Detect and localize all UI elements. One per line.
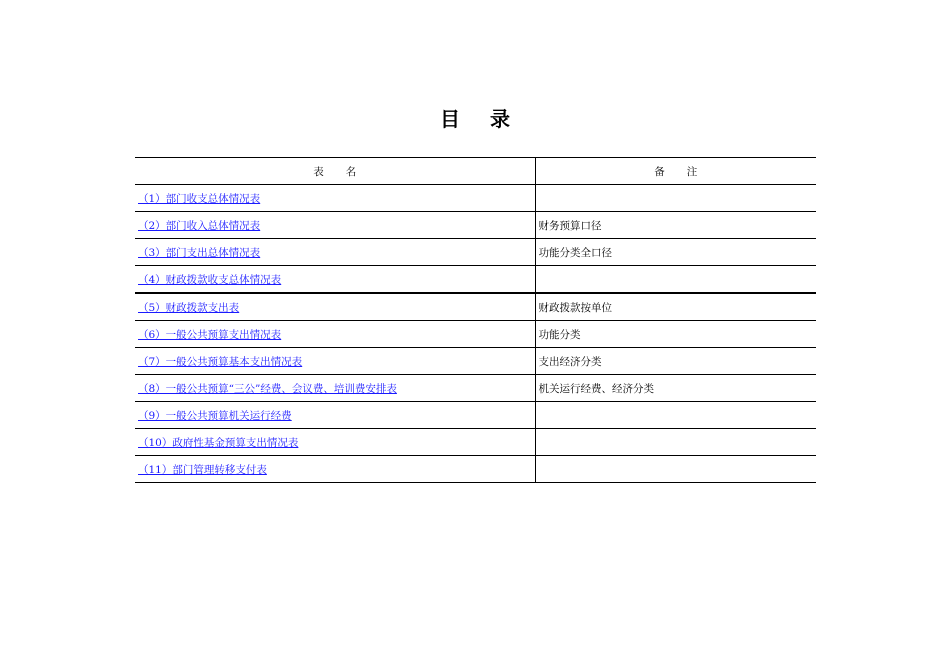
row-name-cell xyxy=(135,321,535,348)
table-link[interactable]: （7）一般公共预算基本支出情况表 xyxy=(138,355,303,368)
table-row xyxy=(135,321,816,348)
row-remark-cell: 财政拨款按单位 xyxy=(535,293,816,321)
table-row xyxy=(135,348,816,375)
row-remark-cell xyxy=(535,266,816,294)
table-link[interactable]: （8）一般公共预算“三公”经费、会议费、培训费安排表 xyxy=(138,382,397,395)
table-link[interactable]: （3）部门支出总体情况表 xyxy=(138,246,261,259)
table-row xyxy=(135,266,816,294)
page-title xyxy=(0,106,936,132)
title-char-2: 录 xyxy=(490,107,510,131)
row-name-cell xyxy=(135,348,535,375)
row-name-cell xyxy=(135,185,535,212)
table-link[interactable]: （6）一般公共预算支出情况表 xyxy=(138,328,282,341)
table-row xyxy=(135,375,816,402)
row-name-cell xyxy=(135,266,535,294)
table-link[interactable]: （2）部门收入总体情况表 xyxy=(138,219,261,232)
table-link[interactable]: （11）部门管理转移支付表 xyxy=(138,463,267,476)
table-link[interactable]: （10）政府性基金预算支出情况表 xyxy=(138,436,299,449)
table-link[interactable]: （9）一般公共预算机关运行经费 xyxy=(138,409,292,422)
row-remark-cell: 财务预算口径 xyxy=(535,212,816,239)
row-remark-cell xyxy=(535,456,816,483)
header-remark-char-2: 注 xyxy=(686,165,698,178)
row-name-cell xyxy=(135,293,535,321)
row-remark-cell xyxy=(535,185,816,212)
table-link[interactable]: （4）财政拨款收支总体情况表 xyxy=(138,273,282,286)
title-char-1: 目 xyxy=(440,107,460,131)
header-name-char-2: 名 xyxy=(345,165,357,178)
row-name-cell xyxy=(135,429,535,456)
row-remark-cell: 机关运行经费、经济分类 xyxy=(535,375,816,402)
row-name-cell xyxy=(135,239,535,266)
table-row xyxy=(135,429,816,456)
table-row xyxy=(135,402,816,429)
row-name-cell xyxy=(135,456,535,483)
header-name xyxy=(135,158,535,185)
header-remark xyxy=(535,158,816,185)
table-header-row xyxy=(135,158,816,185)
row-name-cell xyxy=(135,402,535,429)
table-row xyxy=(135,212,816,239)
table-link[interactable]: （5）财政拨款支出表 xyxy=(138,301,240,314)
table-row xyxy=(135,293,816,321)
row-remark-cell xyxy=(535,402,816,429)
table-row xyxy=(135,456,816,483)
header-remark-char-1: 备 xyxy=(654,165,665,178)
row-remark-cell xyxy=(535,429,816,456)
row-remark-cell: 功能分类全口径 xyxy=(535,239,816,266)
toc-table xyxy=(135,157,816,483)
table-row xyxy=(135,239,816,266)
table-link[interactable]: （1）部门收支总体情况表 xyxy=(138,192,261,205)
row-remark-cell: 功能分类 xyxy=(535,321,816,348)
row-name-cell xyxy=(135,212,535,239)
header-name-char-1: 表 xyxy=(313,165,324,178)
row-remark-cell: 支出经济分类 xyxy=(535,348,816,375)
row-name-cell xyxy=(135,375,535,402)
table-row xyxy=(135,185,816,212)
